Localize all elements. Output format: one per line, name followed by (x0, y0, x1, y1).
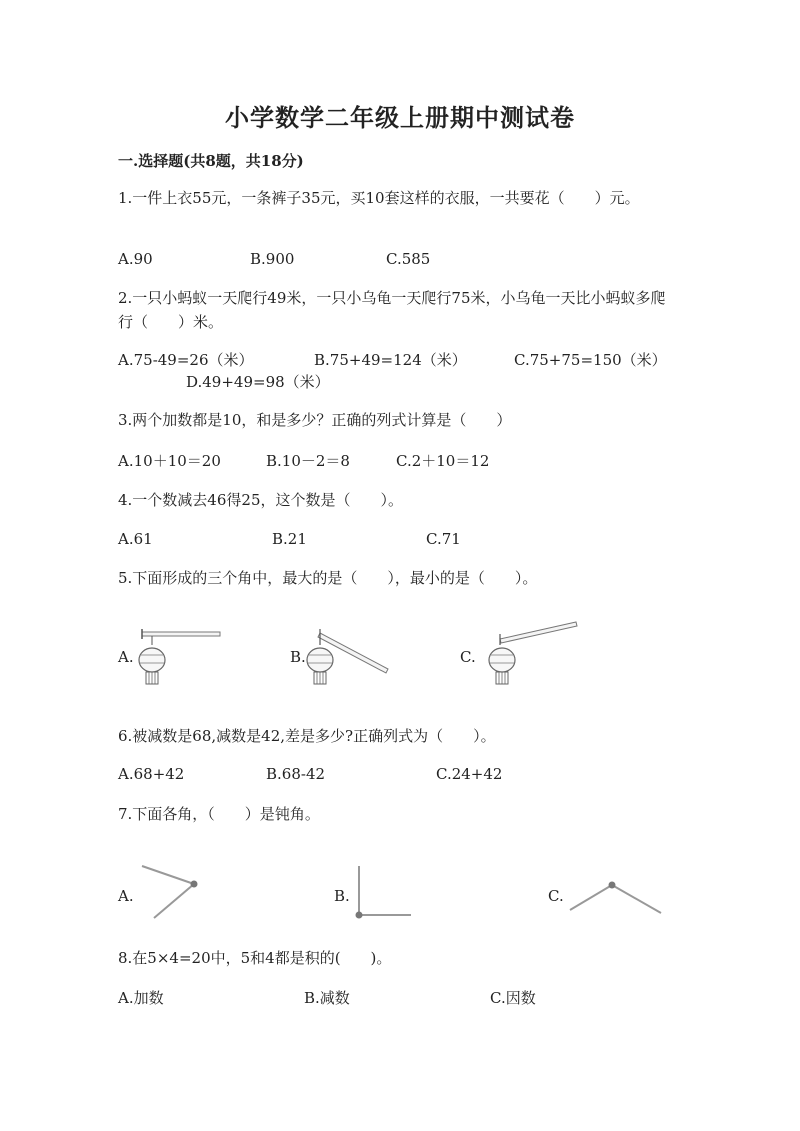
q8-option-c: C.因数 (490, 989, 536, 1007)
q5-option-b: B. (290, 648, 306, 666)
q6-option-a: A.68+42 (118, 765, 185, 783)
q8-option-a: A.加数 (118, 989, 164, 1007)
page-title: 小学数学二年级上册期中测试卷 (225, 103, 575, 132)
lantern-angle-b-figure (300, 625, 400, 689)
lantern-angle-c-figure (478, 618, 582, 690)
question-5: 5.下面形成的三个角中，最大的是（ ），最小的是（ ）。 (118, 569, 538, 587)
q8-option-b: B.减数 (304, 989, 350, 1007)
question-3: 3.两个加数都是10，和是多少？正确的列式计算是（ ） (118, 411, 512, 429)
q1-option-c: C.585 (386, 250, 431, 268)
q6-option-c: C.24+42 (436, 765, 503, 783)
q3-option-c: C.2＋10＝12 (396, 452, 490, 470)
q3-option-a: A.10＋10＝20 (118, 452, 221, 470)
q1-option-a: A.90 (118, 250, 153, 268)
q2-option-c: C.75+75=150（米） (514, 351, 667, 369)
question-8: 8.在5×4=20中，5和4都是积的( )。 (118, 949, 392, 967)
q1-option-b: B.900 (250, 250, 295, 268)
angle-b-figure (352, 862, 416, 922)
q3-option-b: B.10－2＝8 (266, 452, 350, 470)
q4-option-a: A.61 (118, 530, 153, 548)
q6-option-b: B.68-42 (266, 765, 326, 783)
section-heading: 一.选择题(共8题，共18分) (118, 152, 304, 170)
q7-option-b: B. (334, 887, 350, 905)
q5-option-c: C. (460, 648, 476, 666)
q5-option-a: A. (118, 648, 134, 666)
angle-c-figure (566, 878, 666, 918)
question-7: 7.下面各角，（ ）是钝角。 (118, 805, 320, 823)
question-4: 4.一个数减去46得25，这个数是（ ）。 (118, 491, 403, 509)
angle-a-figure (136, 860, 206, 922)
q4-option-c: C.71 (426, 530, 461, 548)
q2-option-d: D.49+49=98（米） (186, 373, 330, 391)
q7-option-a: A. (118, 887, 134, 905)
question-2: 2.一只小蚂蚁一天爬行49米，一只小乌龟一天爬行75米，小乌龟一天比小蚂蚁多爬行（ ）米。 (118, 289, 666, 331)
q2-option-a: A.75-49=26（米） (118, 351, 254, 369)
q4-option-b: B.21 (272, 530, 307, 548)
question-6: 6.被减数是68,减数是42,差是多少?正确列式为（ ）。 (118, 727, 496, 745)
question-1: 1.一件上衣55元，一条裤子35元，买10套这样的衣服，一共要花（ ）元。 (118, 189, 640, 207)
lantern-angle-a-figure (132, 625, 232, 689)
q2-option-b: B.75+49=124（米） (314, 351, 467, 369)
q7-option-c: C. (548, 887, 564, 905)
